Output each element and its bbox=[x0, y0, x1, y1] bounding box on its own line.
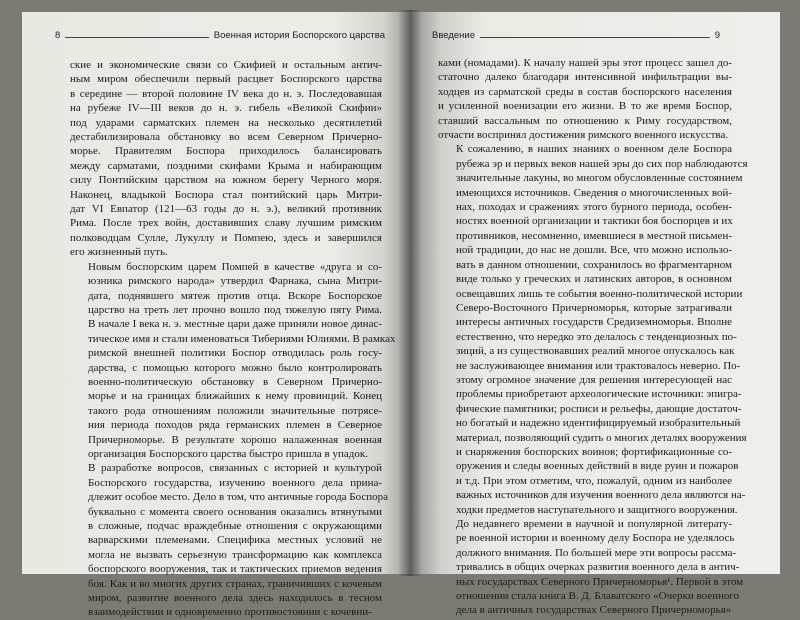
text-line: Причерноморье. В результате хорошо налаженная военная bbox=[88, 433, 382, 446]
right-page-number: 9 bbox=[714, 30, 720, 41]
text-line: В разработке вопросов, связанных с историей и культурой bbox=[88, 462, 382, 475]
text-line: До недавнего времени в научной и популярной литерату- bbox=[456, 518, 732, 530]
text-line: В начале I века н. э. местные цари даже приняли новое динас- bbox=[88, 318, 382, 331]
text-line: оружения и следы военных действий в виде руин и пожаров bbox=[456, 460, 739, 473]
paragraph bbox=[70, 461, 389, 619]
text-line: длежит особое место. Дело в том, что античные города Боспора bbox=[88, 491, 389, 504]
text-line: зиций, а из существовавших реалий многое опускалось как bbox=[456, 345, 735, 358]
text-line: отношении стала книга В. Д. Блаватского «Очерки военного bbox=[456, 590, 740, 603]
text-line: римской внешней политики Боспор отводилась роль госу- bbox=[88, 347, 382, 360]
text-line: боя. Как и во многих других странах, граничивших с кочевым bbox=[88, 577, 382, 590]
text-line: ре военной истории и военному делу Боспора не уделялось bbox=[456, 532, 735, 545]
text-line: тическое имя и стали именоваться Тибериями Юлиями. В рамках bbox=[88, 332, 396, 345]
text-line: Новым боспорским царем Помпей в качестве «друга и со- bbox=[88, 260, 382, 273]
text-line: не заслуживающее внимания или трактовалось неверно. По- bbox=[456, 359, 741, 372]
text-line: вать в данном отношении, сохранилось во фрагментарном bbox=[456, 258, 732, 271]
text-line: юзника римского народа» утвердил Фарнака, сына Митри- bbox=[88, 275, 382, 288]
text-line: могла не вызвать серьезную трансформацию как комплекса bbox=[88, 548, 382, 561]
text-line: в середине — второй половине IV века до н. э. Последовавшая bbox=[70, 87, 382, 100]
text-line: Северо-Восточного Причерноморья, которые затрагивали bbox=[456, 301, 732, 314]
text-line: в сложные, подчас враждебные отношения с окружающими bbox=[88, 520, 382, 532]
text-line: виде только у греческих и латинских авторов, в основном bbox=[456, 273, 732, 286]
text-line: ных государствах Северного Причерноморья¹. Первой в этом bbox=[456, 575, 744, 588]
text-line: военно-политическую обстановку в Северном Причерно- bbox=[88, 375, 382, 388]
left-page-header bbox=[55, 30, 385, 41]
text-line: дела в античных государствах Северного Причерноморья» bbox=[456, 604, 732, 617]
left-running-title: Военная история Боспорского царства bbox=[213, 30, 385, 41]
text-line: отчасти воспринял достижения римского военного искусства. bbox=[438, 129, 729, 142]
text-line: естественно, что нередко это делалось с тенденциозных по- bbox=[456, 330, 737, 343]
text-line: проблемы приобретают археологические источники: эпигра- bbox=[456, 388, 742, 401]
text-line: дестабилизировала обстановку во всем Северном Причерно- bbox=[70, 131, 382, 144]
text-line: ным миром обеспечили первый расцвет Боспорского царства bbox=[70, 73, 382, 86]
left-page-body bbox=[70, 58, 396, 620]
text-line: ставший вассальным по отношению к Риму государством, bbox=[438, 114, 732, 127]
text-line: нах, походах и сражениях этого бурного периода, особен- bbox=[456, 201, 732, 214]
text-line: статочно далеко благодаря интенсивной инфильтрации вы- bbox=[438, 71, 732, 84]
right-page-header bbox=[432, 30, 720, 41]
text-line: морье. Правителям Боспора приходилось балансировать bbox=[70, 145, 382, 158]
paragraph bbox=[70, 260, 396, 462]
text-line: значительные лакуны, во многом обусловленные состоянием bbox=[456, 172, 743, 185]
text-line: Рима. После трех войн, доставивших славу лучшим римским bbox=[70, 217, 382, 230]
text-line: ной традиции, до нас не дошли. Все, что можно использо- bbox=[456, 244, 732, 257]
text-line: освещавших лишь те события военно-политической истории bbox=[456, 287, 743, 300]
text-line: фические памятники; росписи и рельефы, дающие достаточ- bbox=[456, 402, 742, 415]
text-line: интересы античных государств Средиземноморья. Вполне bbox=[456, 316, 732, 329]
text-line: ками (номадами). К началу нашей эры этот процесс зашел до- bbox=[438, 57, 732, 69]
text-line: Наконец, владыкой Боспора стал понтийский царь Митри- bbox=[70, 188, 382, 201]
text-line: такого рода отношениям положили значительные потрясе- bbox=[88, 404, 382, 417]
text-line: ходки предметов наступательного и защитного вооружения. bbox=[456, 503, 738, 516]
text-line: дат VI Евпатор (121—63 годы до н. э.), великий противник bbox=[70, 203, 382, 216]
text-line: но богатый и надежно идентифицируемый изобразительный bbox=[456, 417, 741, 430]
header-rule bbox=[65, 37, 208, 38]
text-line: рубежа эр и первых веков нашей эры до сих пор наблюдаются bbox=[456, 157, 748, 170]
text-line: этому огромное значение для решения интересующей нас bbox=[456, 373, 732, 386]
text-line: К сожалению, в наших знаниях о военном деле Боспора bbox=[456, 143, 732, 156]
text-line: дата, поднявшего мятеж против отца. Вскоре Боспорское bbox=[88, 289, 382, 302]
text-line: миром, развитие военного дела здесь находилось в тесном bbox=[88, 592, 382, 605]
text-line: противников, несомненно, имевшиеся в местной письмен- bbox=[456, 229, 732, 242]
text-line: под ударами сарматских племен на несколько десятилетий bbox=[70, 116, 382, 129]
text-line: царство на треть лет прочно вошло под тяжелую пяту Рима. bbox=[88, 303, 382, 316]
right-page-body bbox=[438, 56, 748, 618]
paragraph bbox=[438, 142, 748, 517]
text-line: буквально с момента своего основания оказались втянутыми bbox=[88, 505, 382, 518]
text-line: взаимодействии и одновременно противостоянии с кочевни- bbox=[88, 606, 372, 619]
text-line: и усиленной военизации его жизни. В то же время Боспор, bbox=[438, 100, 732, 113]
text-line: должного внимания. По большей мере эти вопросы рассма- bbox=[456, 546, 737, 559]
paragraph bbox=[438, 56, 732, 142]
text-line: и снаряжения боспорских воинов; фортификационные со- bbox=[456, 445, 732, 458]
book-gutter bbox=[398, 10, 422, 576]
text-line: важных источников для изучения военного дела являются на- bbox=[456, 489, 746, 502]
paragraph bbox=[70, 58, 382, 260]
text-line: боспорского вооружения, так и тактических приемов ведения bbox=[88, 563, 382, 576]
text-line: дарства, с помощью которого можно было контролировать bbox=[88, 361, 382, 374]
text-line: Боспорского государства, изучению военного дела прина- bbox=[88, 476, 382, 489]
text-line: ния периода походов ряда германских племен в Северное bbox=[88, 419, 382, 432]
text-line: его жизненный путь. bbox=[70, 246, 168, 259]
header-rule bbox=[480, 37, 710, 38]
text-line: морье и на границах ближайших к нему провинций. Конец bbox=[88, 390, 382, 403]
text-line: полководцам Сулле, Лукуллу и Помпею, здесь и завершился bbox=[70, 231, 382, 244]
text-line: имеющихся источников. Сведения о многочисленных вой- bbox=[456, 186, 732, 199]
text-line: силу Понтийским царством на южном берегу Черного моря. bbox=[70, 174, 382, 187]
paragraph bbox=[438, 517, 744, 618]
text-line: организация Боспорского царства быстро пришла в упадок. bbox=[88, 447, 368, 460]
text-line: ходцев из сарматской среды в состав боспорского населения bbox=[438, 85, 732, 98]
text-line: материал, позволяющий судить о многих деталях вооружения bbox=[456, 431, 747, 444]
text-line: на рубеже IV—III веков до н. э. гибель «Великой Скифии» bbox=[70, 102, 382, 115]
text-line: и т.д. При этом отметим, что, пожалуй, одним из наиболее bbox=[456, 474, 732, 487]
text-line: ностях военной организации и тактики боя боспорцев и их bbox=[456, 215, 733, 228]
text-line: между сарматами, поздними скифами Крыма и набирающим bbox=[70, 159, 382, 172]
left-page-number: 8 bbox=[55, 30, 61, 41]
text-line: варварскими племенами. Специфика местных условий не bbox=[88, 534, 382, 547]
right-running-title: Введение bbox=[432, 30, 476, 41]
text-line: ские и экономические связи со Скифией и остальным антич- bbox=[70, 59, 382, 71]
text-line: тривались в общих очерках развития военного дела в антич- bbox=[456, 561, 740, 574]
